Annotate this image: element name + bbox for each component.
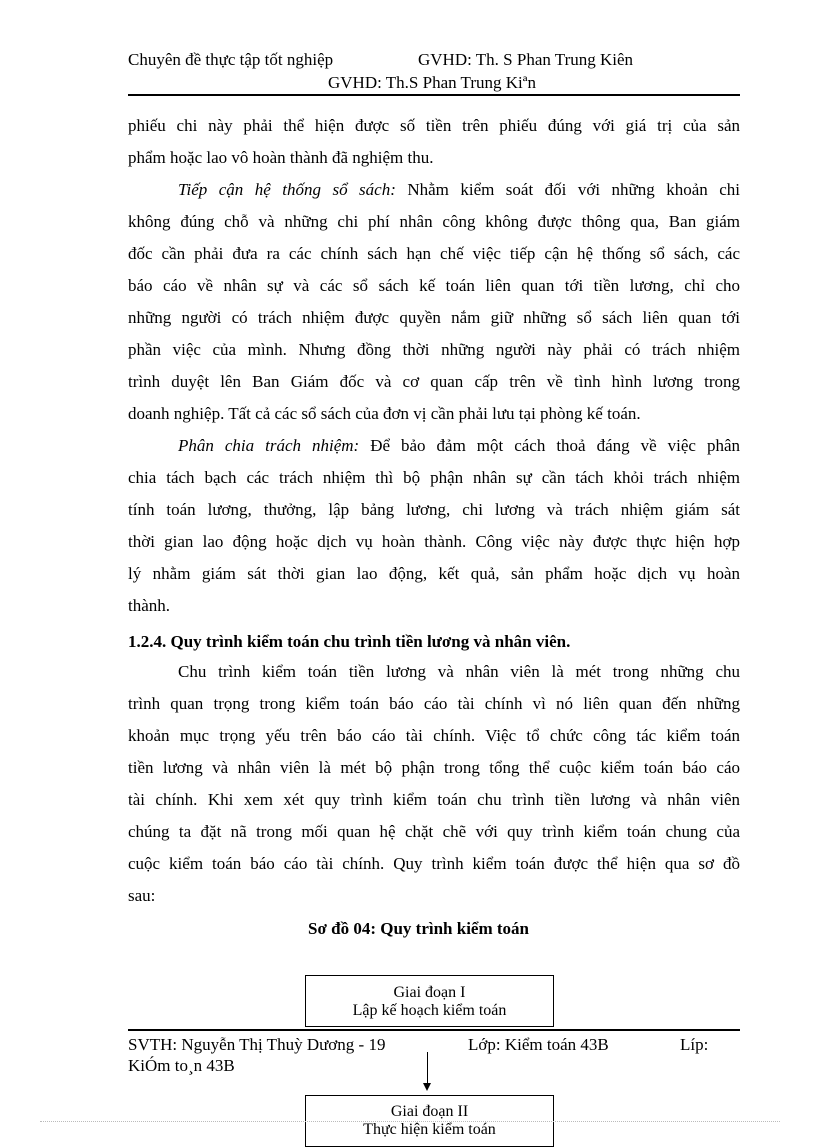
text-line: những người có trách nhiệm được quyền nắm giữ những sổ sách liên quan tới bbox=[128, 308, 740, 327]
flow-arrow-head bbox=[423, 1083, 431, 1091]
footer-class: Lớp: Kiểm toán 43B bbox=[468, 1035, 609, 1054]
text-line: tiền lương và nhân viên là mét bộ phận trong tổng thể cuộc kiểm toán báo cáo bbox=[128, 758, 740, 777]
text-line: doanh nghiệp. Tất cả các sổ sách của đơn vị cần phải lưu tại phòng kế toán. bbox=[128, 404, 641, 423]
paragraph-2 bbox=[128, 174, 740, 430]
footer-class-value: KiÓm to¸n 43B bbox=[128, 1056, 235, 1075]
paragraph-3 bbox=[128, 430, 740, 622]
stage-2-subtitle: Thực hiện kiểm toán bbox=[363, 1121, 496, 1138]
text-line: lý nhằm giám sát thời gian lao động, kết quả, sản phẩm hoặc dịch vụ hoàn bbox=[128, 564, 740, 583]
footer-class-label: Líp: bbox=[680, 1035, 709, 1054]
header-title: Chuyên đề thực tập tốt nghiệp bbox=[128, 50, 334, 69]
lead-term: Tiếp cận hệ thống sổ sách: bbox=[178, 180, 396, 199]
text-line bbox=[128, 430, 740, 462]
text-line: báo cáo về nhân sự và các sổ sách kế toán liên quan tới tiền lương, chỉ cho bbox=[128, 276, 740, 295]
text-line: phần việc của mình. Nhưng đồng thời những người này phải có trách nhiệm bbox=[128, 340, 740, 359]
text-line: trình quan trọng trong kiểm toán báo cáo tài chính vì nó liên quan đến những bbox=[128, 694, 740, 713]
text-run: Để bảo đảm một cách thoả đáng về việc phân bbox=[359, 436, 740, 455]
section-heading: 1.2.4. Quy trình kiểm toán chu trình tiền lương và nhân viên. bbox=[128, 632, 571, 651]
header-advisor-duplicate: GVHD: Th.S Phan Trung Kiªn bbox=[328, 73, 536, 92]
flow-arrow-line bbox=[427, 1052, 428, 1083]
footer-rule bbox=[128, 1029, 740, 1031]
text-run: Nhằm kiểm soát đối với những khoản chi bbox=[395, 180, 740, 199]
header-advisor: GVHD: Th. S Phan Trung Kiên bbox=[418, 50, 634, 69]
stage-1-box bbox=[305, 975, 554, 1027]
diagram-caption: Sơ đồ 04: Quy trình kiểm toán bbox=[308, 919, 529, 938]
text-line: Chu trình kiểm toán tiền lương và nhân viên là mét trong những chu bbox=[178, 662, 740, 681]
page-edge-dotted-line bbox=[40, 1121, 780, 1122]
text-line: tài chính. Khi xem xét quy trình kiểm toán chu trình tiền lương và nhân viên bbox=[128, 790, 740, 809]
text-line: đốc cần phải đưa ra các chính sách hạn chế việc tiếp cận hệ thống sổ sách, các bbox=[128, 244, 740, 263]
stage-1-title: Giai đoạn I bbox=[393, 984, 466, 1001]
header-rule bbox=[128, 94, 740, 96]
stage-2-title: Giai đoạn II bbox=[390, 1103, 469, 1120]
text-line: phẩm hoặc lao vô hoàn thành đã nghiệm thu. bbox=[128, 148, 434, 167]
text-line: phiếu chi này phải thể hiện được số tiền trên phiếu đúng với giá trị của sản bbox=[128, 116, 740, 135]
text-line: khoản mục trọng yếu trên báo cáo tài chính. Việc tổ chức công tác kiểm toán bbox=[128, 726, 740, 745]
stage-1-subtitle: Lập kế hoạch kiểm toán bbox=[352, 1002, 507, 1019]
text-line: thành. bbox=[128, 596, 171, 615]
text-line: sau: bbox=[128, 886, 156, 905]
lead-term: Phân chia trách nhiệm: bbox=[178, 436, 360, 455]
paragraph-4 bbox=[128, 656, 740, 912]
text-line: chia tách bạch các trách nhiệm thì bộ phận nhân sự cần tách khỏi trách nhiệm bbox=[128, 468, 740, 487]
text-line: chúng ta đặt nã trong mối quan hệ chặt chẽ với quy trình kiểm toán chung của bbox=[128, 822, 740, 841]
text-line: trình duyệt lên Ban Giám đốc và cơ quan cấp trên về tình hình lương trong bbox=[128, 372, 740, 391]
text-line bbox=[128, 174, 740, 206]
text-line: không đúng chỗ và những chi phí nhân công không được thông qua, Ban giám bbox=[128, 212, 740, 231]
text-line: cuộc kiểm toán báo cáo tài chính. Quy trình kiểm toán được thể hiện qua sơ đồ bbox=[128, 854, 740, 873]
footer-student: SVTH: Nguyễn Thị Thuỳ Dương - 19 bbox=[128, 1035, 386, 1054]
text-line: thời gian lao động hoặc dịch vụ hoàn thành. Công việc này được thực hiện hợp bbox=[128, 532, 740, 551]
text-line: tính toán lương, thưởng, lập bảng lương, chi lương và trách nhiệm giám sát bbox=[128, 500, 740, 519]
paragraph-1 bbox=[128, 110, 740, 174]
